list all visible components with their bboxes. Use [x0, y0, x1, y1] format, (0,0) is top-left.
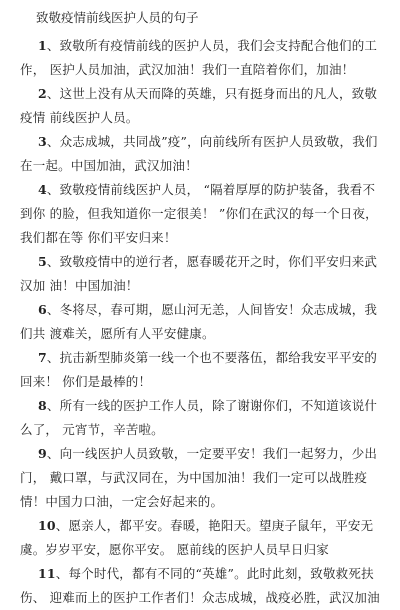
list-item	[20, 514, 386, 562]
list-item	[20, 394, 386, 442]
list-item	[20, 178, 386, 250]
item-text: 、冬将尽，春可期，愿山河无恙，人间皆安！众志成城，我们共 渡难关，愿所有人平安健康。	[20, 302, 378, 341]
item-text: 、这世上没有从天而降的英雄，只有挺身而出的凡人，致敬疫情 前线医护人员。	[20, 86, 378, 125]
list-item	[20, 130, 386, 178]
list-item	[20, 346, 386, 394]
item-text: 、每个时代，都有不同的“英雄”。此时此刻，致敬救死扶伤、 迎难而上的医护工作者们！众志成城，战疫必胜，武汉加油	[20, 566, 380, 605]
item-number: 6	[38, 302, 47, 317]
list-item	[20, 298, 386, 346]
list-item	[20, 34, 386, 82]
item-text: 、愿亲人，都平安。春暖，艳阳天。望庚子鼠年，平安无虞。岁岁平安，愿你平安。 愿前线的医护人员早日归家	[20, 518, 374, 557]
list-item	[20, 562, 386, 610]
item-text: 、致敬疫情前线医护人员， “隔着厚厚的防护装备，我看不到你 的脸，但我知道你一定很美！ ”你们在武汉的每一个日夜，我们都在等 你们平安归来！	[20, 182, 378, 245]
item-number: 5	[38, 254, 47, 269]
list-item	[20, 442, 386, 514]
item-number: 2	[38, 86, 47, 101]
list-item	[20, 82, 386, 130]
item-number: 4	[38, 182, 47, 197]
item-number: 11	[38, 566, 56, 581]
document-title: 致敬疫情前线医护人员的句子	[36, 10, 199, 25]
item-number: 9	[38, 446, 47, 461]
item-text: 、众志成城，共同战”疫”，向前线所有医护人员致敬，我们在一起。中国加油，武汉加油！	[20, 134, 378, 173]
item-number: 7	[38, 350, 47, 365]
item-number: 10	[38, 518, 56, 533]
item-text: 、致敬所有疫情前线的医护人员，我们会支持配合他们的工作， 医护人员加油，武汉加油！我们一直陪着你们，加油！	[20, 38, 378, 77]
item-number: 8	[38, 398, 47, 413]
list-item	[20, 250, 386, 298]
item-text: 、所有一线的医护工作人员，除了谢谢你们，不知道该说什么了， 元宵节，辛苦啦。	[20, 398, 378, 437]
item-number: 1	[38, 38, 47, 53]
item-text: 、抗击新型肺炎第一线一个也不要落伍，都给我安平平安的回来！ 你们是最棒的！	[20, 350, 378, 389]
item-number: 3	[38, 134, 47, 149]
item-text: 、向一线医护人员致敬，一定要平安！我们一起努力，少出门， 戴口罩，与武汉同在，为中国加油！我们一定可以战胜疫情！中国力口油，一定会好起来的。	[20, 446, 378, 509]
item-text: 、致敬疫情中的逆行者，愿春暖花开之时，你们平安归来武汉加 油！中国加油！	[20, 254, 378, 293]
